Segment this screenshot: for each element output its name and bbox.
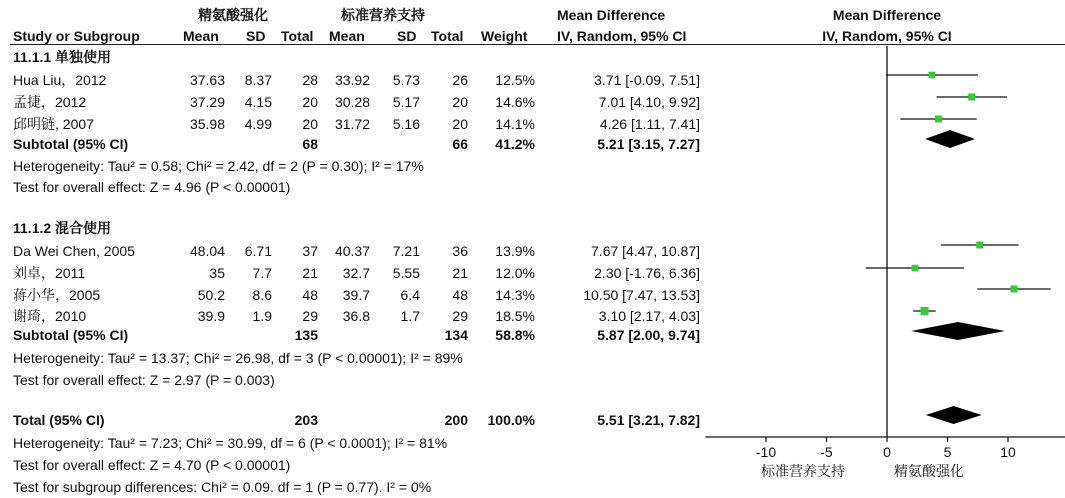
mean-exp: 37.29 [189,94,225,110]
total-label: Total (95% CI) [13,412,105,428]
x-tick-label: -5 [820,444,833,460]
md-ci-value: 4.26 [1.11, 7.41] [599,116,700,132]
plot-title: Mean Difference [832,7,942,23]
total-exp: 48 [302,287,318,303]
subtotal-weight: 41.2% [495,136,535,152]
md-header-title: Mean Difference [557,7,666,23]
mean-exp: 37.63 [189,72,225,88]
study-point-marker [912,265,918,271]
sd-exp: 1.9 [252,308,272,324]
overall-effect-text: Test for overall effect: Z = 4.70 (P < 0.00001) [13,457,291,473]
total-md-ci: 5.51 [3.21, 7.82] [597,412,700,428]
sd-exp: 8.6 [252,287,272,303]
weight-value: 14.3% [495,287,535,303]
x-tick-label: 10 [1000,444,1016,460]
total-ctl: 21 [452,265,468,281]
total-n-ctl: 200 [444,412,468,428]
pooled-diamond [926,406,982,424]
weight-value: 14.1% [495,116,535,132]
group-header-control: 标准营养支持 [341,7,425,23]
sd-exp: 6.71 [244,243,272,259]
study-point-marker [976,242,983,249]
total-ctl: 20 [452,116,468,132]
subtotal-total-exp: 135 [294,327,318,343]
subgroup-differences-text: Test for subgroup differences: Chi² = 0.09. df = 1 (P = 0.77). I² = 0% [13,479,432,495]
subtotal-total-ctl: 66 [452,136,468,152]
study-point-marker [935,116,942,123]
sd-ctl: 5.16 [392,116,420,132]
mean-header-ctl: Mean [329,28,365,44]
subgroup-title-1: 11.1.1 单独使用 [13,49,112,65]
mean-exp: 35 [209,265,225,281]
mean-ctl: 32.7 [342,265,370,281]
weight-value: 12.5% [495,72,535,88]
weight-value: 13.9% [495,243,535,259]
total-ctl: 36 [452,243,468,259]
heterogeneity-text: Heterogeneity: Tau² = 0.58; Chi² = 2.42, df = 2 (P = 0.30); I² = 17% [13,158,424,174]
subtotal-md-ci: 5.87 [2.00, 9.74] [597,327,700,343]
subtotal-total-exp: 68 [302,136,318,152]
subtotal-label: Subtotal (95% CI) [13,327,129,343]
md-ci-value: 7.01 [4.10, 9.92] [598,94,700,110]
x-tick-label: 5 [943,444,952,460]
total-ctl: 26 [452,72,468,88]
favours-left-label: 标准营养支持 [761,463,845,479]
forest-plot [700,0,1065,498]
mean-ctl: 31.72 [334,116,370,132]
x-tick-label: 0 [883,444,891,460]
study-point-marker [920,307,928,315]
mean-exp: 35.98 [189,116,225,132]
total-header-exp: Total [281,28,314,44]
sd-ctl: 7.21 [392,243,420,259]
md-ci-value: 10.50 [7.47, 13.53] [583,287,700,303]
total-exp: 20 [302,94,318,110]
overall-effect-text: Test for overall effect: Z = 4.96 (P < 0.00001) [13,179,291,195]
sd-exp: 8.37 [244,72,272,88]
study-column-header: Study or Subgroup [13,28,140,44]
sd-exp: 7.7 [252,265,272,281]
total-ctl: 48 [452,287,468,303]
sd-ctl: 5.73 [392,72,420,88]
study-name: 孟捷，2012 [13,94,87,110]
overall-effect-text: Test for overall effect: Z = 2.97 (P = 0.003) [13,372,275,388]
total-exp: 20 [302,116,318,132]
x-tick-label: -10 [755,444,777,460]
mean-header-exp: Mean [183,28,219,44]
weight-value: 18.5% [495,308,535,324]
total-ctl: 20 [452,94,468,110]
mean-ctl: 33.92 [334,72,370,88]
total-exp: 29 [302,308,318,324]
study-name: Da Wei Chen, 2005 [13,243,135,259]
subtotal-total-ctl: 134 [444,327,468,343]
mean-ctl: 36.8 [342,308,370,324]
weight-header: Weight [481,28,528,44]
subgroup-title-2: 11.1.2 混合使用 [13,220,112,236]
sd-exp: 4.99 [244,116,272,132]
sd-header-ctl: SD [397,28,417,44]
heterogeneity-text: Heterogeneity: Tau² = 13.37; Chi² = 26.98, df = 3 (P < 0.00001); I² = 89% [13,350,463,366]
study-name: 蒋小华，2005 [13,287,101,303]
mean-exp: 39.9 [197,308,225,324]
pooled-diamond [925,130,975,148]
group-header-experimental: 精氨酸强化 [198,7,268,23]
pooled-diamond [911,322,1005,340]
study-name: 谢琦，2010 [13,308,87,324]
md-header-method: IV, Random, 95% CI [557,28,687,44]
sd-header-exp: SD [246,28,266,44]
study-name: Hua Liu，2012 [13,72,107,88]
mean-ctl: 40.37 [334,243,370,259]
heterogeneity-text: Heterogeneity: Tau² = 7.23; Chi² = 30.99, df = 6 (P < 0.0001); I² = 81% [13,435,448,451]
mean-ctl: 30.28 [334,94,370,110]
total-ctl: 29 [452,308,468,324]
plot-method: IV, Random, 95% CI [822,28,952,44]
mean-exp: 50.2 [197,287,225,303]
weight-value: 14.6% [495,94,535,110]
subtotal-weight: 58.8% [495,327,535,343]
md-ci-value: 3.10 [2.17, 4.03] [598,308,700,324]
study-point-marker [968,93,975,100]
sd-ctl: 6.4 [400,287,420,303]
md-ci-value: 3.71 [-0.09, 7.51] [594,72,700,88]
subtotal-label: Subtotal (95% CI) [13,136,129,152]
mean-exp: 48.04 [189,243,225,259]
total-n-exp: 203 [294,412,318,428]
total-exp: 21 [302,265,318,281]
study-name: 邱明链, 2007 [13,116,94,132]
total-exp: 28 [302,72,318,88]
mean-ctl: 39.7 [342,287,370,303]
total-header-ctl: Total [431,28,464,44]
study-point-marker [1011,285,1018,292]
sd-ctl: 5.17 [392,94,420,110]
sd-exp: 4.15 [244,94,272,110]
total-weight: 100.0% [487,412,535,428]
total-exp: 37 [302,243,318,259]
md-ci-value: 2.30 [-1.76, 6.36] [594,265,700,281]
study-name: 刘卓，2011 [13,265,86,281]
weight-value: 12.0% [495,265,535,281]
study-point-marker [929,72,936,79]
favours-right-label: 精氨酸强化 [894,463,964,479]
sd-ctl: 1.7 [400,308,420,324]
md-ci-value: 7.67 [4.47, 10.87] [591,243,700,259]
sd-ctl: 5.55 [392,265,420,281]
subtotal-md-ci: 5.21 [3.15, 7.27] [597,136,700,152]
